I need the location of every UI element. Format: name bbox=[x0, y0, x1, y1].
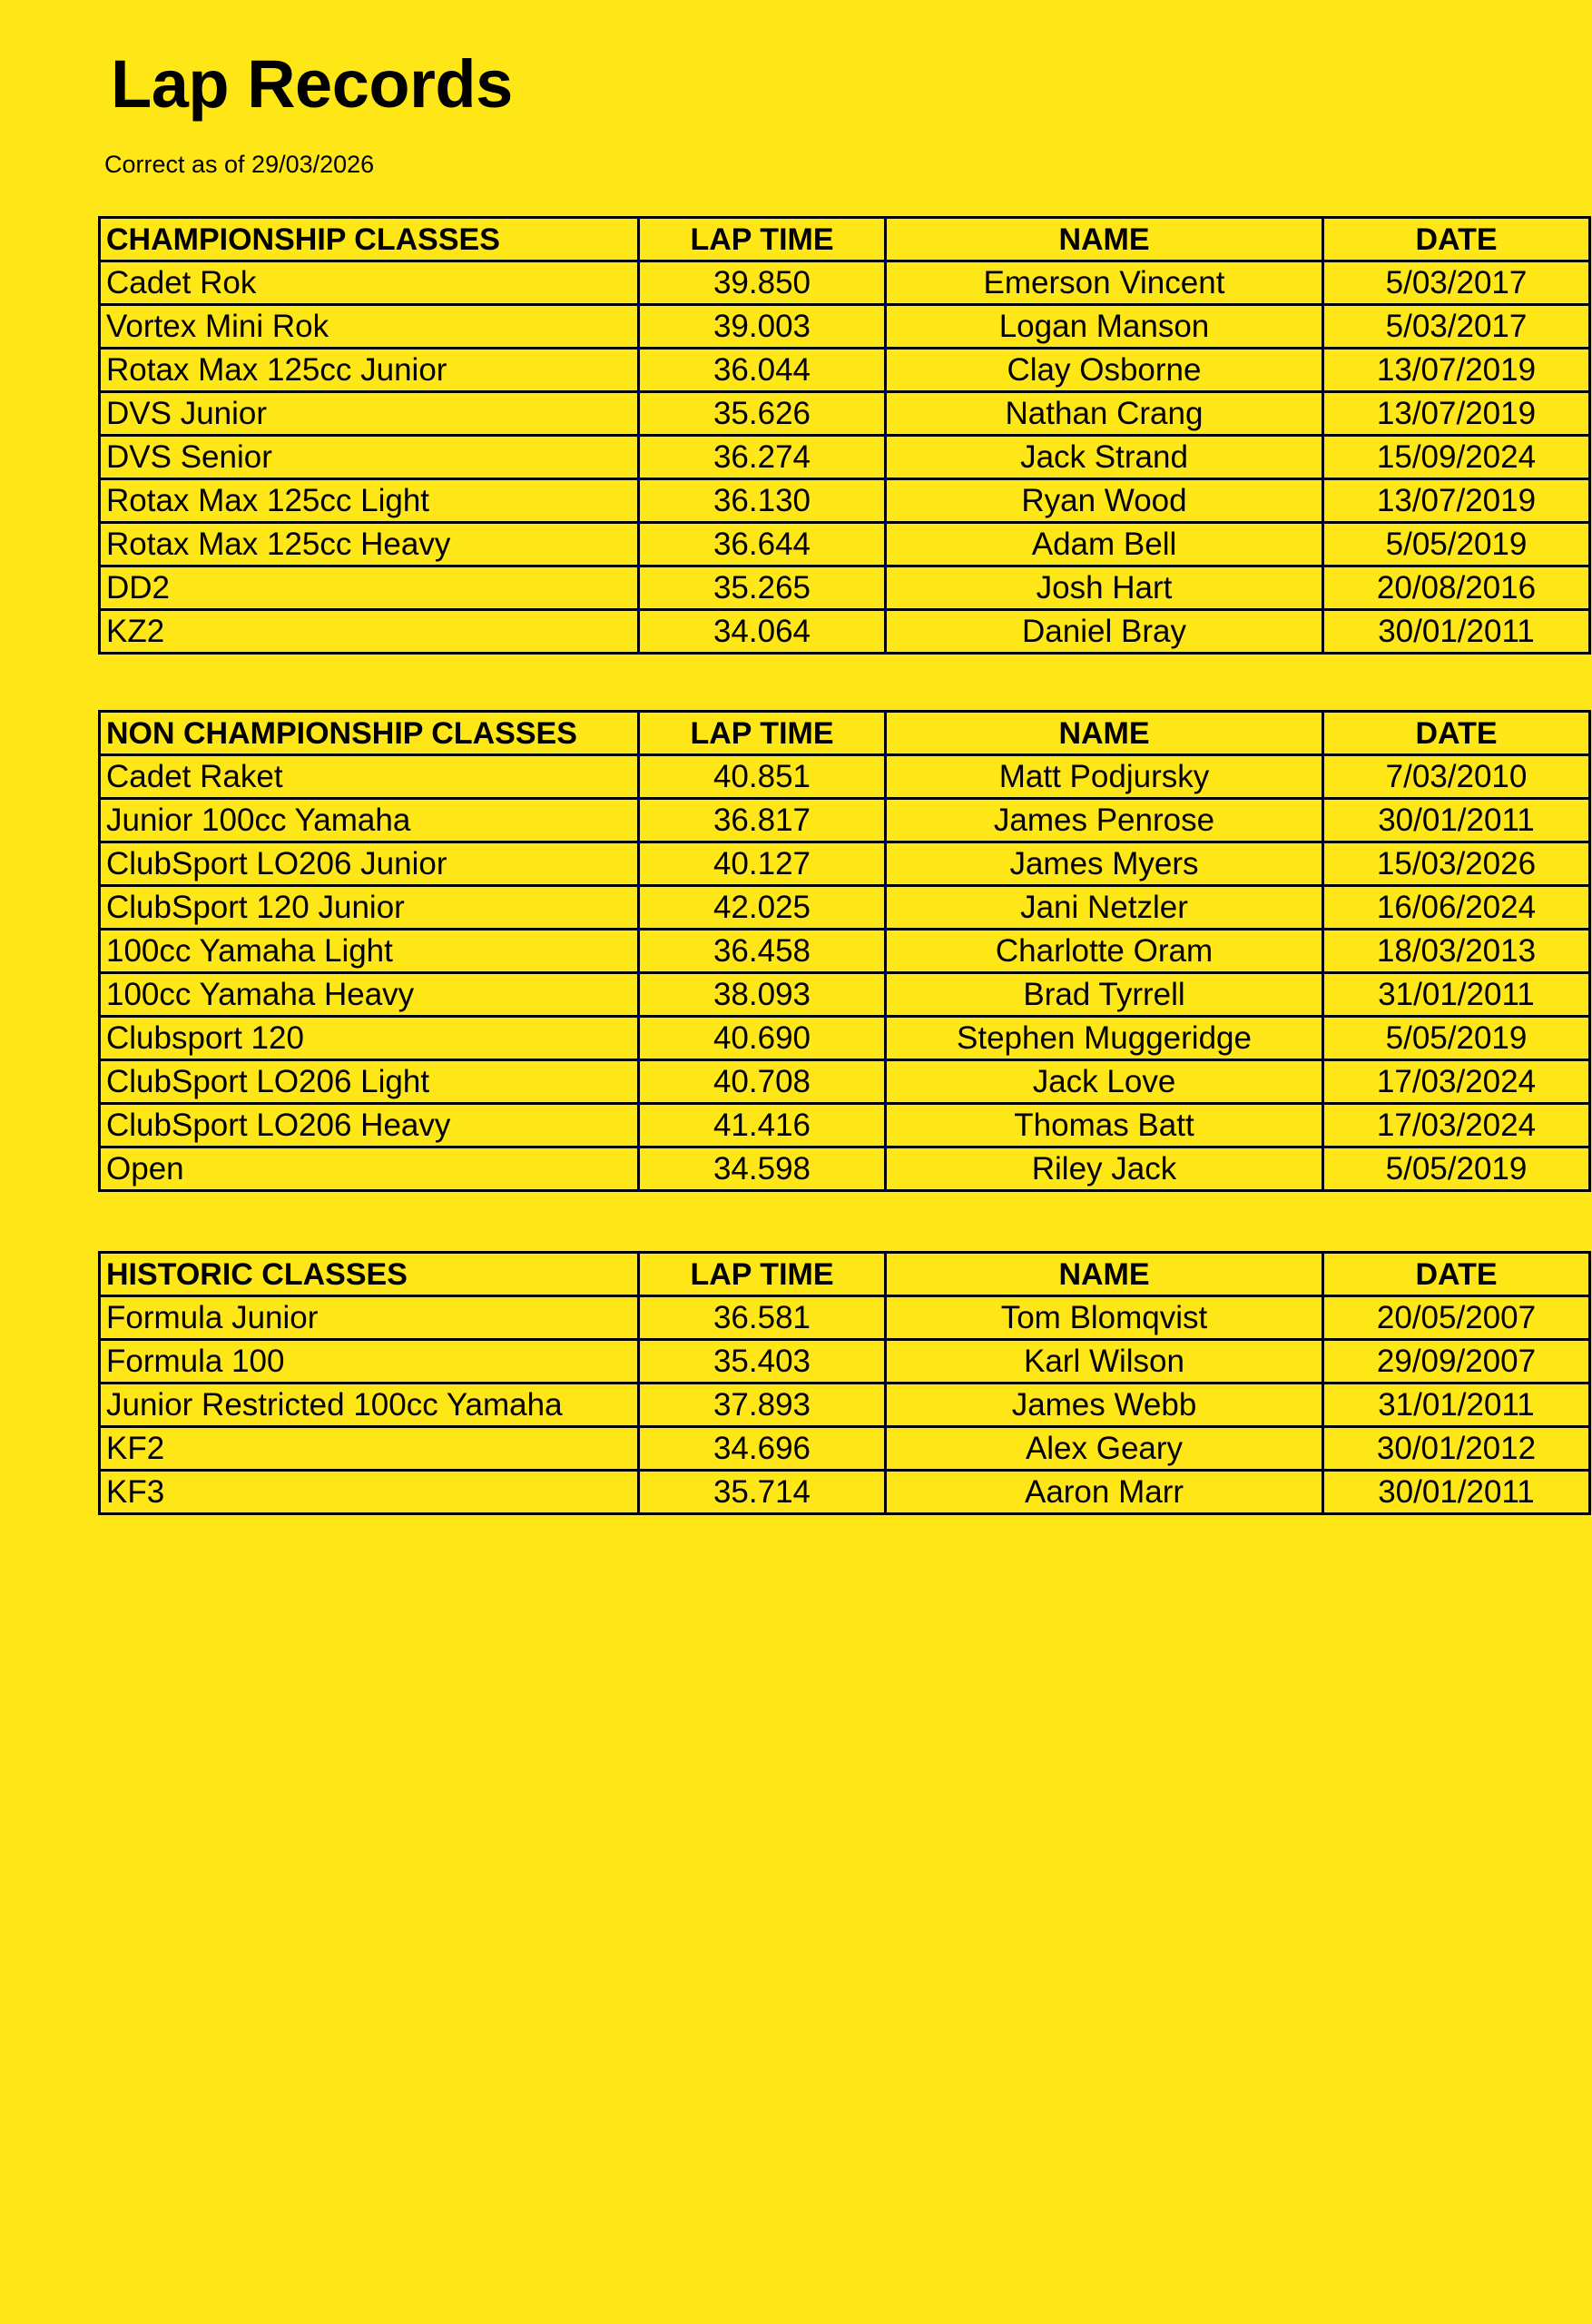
class-cell: 100cc Yamaha Light bbox=[100, 930, 639, 973]
name-header: NAME bbox=[886, 1253, 1323, 1296]
lap-time-cell: 35.403 bbox=[639, 1340, 886, 1384]
date-cell: 30/01/2011 bbox=[1323, 799, 1590, 842]
driver-name-cell: Brad Tyrrell bbox=[886, 973, 1323, 1017]
lap-time-cell: 35.265 bbox=[639, 566, 886, 610]
updated-date-note: Correct as of 29/03/2026 bbox=[104, 151, 375, 178]
class-cell: ClubSport LO206 Light bbox=[100, 1060, 639, 1104]
driver-name-cell: Alex Geary bbox=[886, 1427, 1323, 1471]
lap-time-cell: 40.127 bbox=[639, 842, 886, 886]
lap-time-cell: 40.708 bbox=[639, 1060, 886, 1104]
date-cell: 30/01/2011 bbox=[1323, 1471, 1590, 1514]
driver-name-cell: James Myers bbox=[886, 842, 1323, 886]
date-cell: 31/01/2011 bbox=[1323, 1384, 1590, 1427]
date-cell: 17/03/2024 bbox=[1323, 1104, 1590, 1147]
date-cell: 30/01/2011 bbox=[1323, 610, 1590, 654]
driver-name-cell: Ryan Wood bbox=[886, 479, 1323, 523]
class-cell: Open bbox=[100, 1147, 639, 1191]
driver-name-cell: Tom Blomqvist bbox=[886, 1296, 1323, 1340]
driver-name-cell: Clay Osborne bbox=[886, 349, 1323, 392]
driver-name-cell: Jack Strand bbox=[886, 436, 1323, 479]
driver-name-cell: James Webb bbox=[886, 1384, 1323, 1427]
class-cell: ClubSport 120 Junior bbox=[100, 886, 639, 930]
lap-time-cell: 36.274 bbox=[639, 436, 886, 479]
lap-time-cell: 39.850 bbox=[639, 261, 886, 305]
lap-time-cell: 40.851 bbox=[639, 755, 886, 799]
class-cell: Rotax Max 125cc Light bbox=[100, 479, 639, 523]
driver-name-cell: Aaron Marr bbox=[886, 1471, 1323, 1514]
driver-name-cell: Daniel Bray bbox=[886, 610, 1323, 654]
lap-time-header: LAP TIME bbox=[639, 1253, 886, 1296]
driver-name-cell: Thomas Batt bbox=[886, 1104, 1323, 1147]
lap-time-cell: 35.626 bbox=[639, 392, 886, 436]
date-cell: 30/01/2012 bbox=[1323, 1427, 1590, 1471]
name-header: NAME bbox=[886, 712, 1323, 755]
lap-time-cell: 36.817 bbox=[639, 799, 886, 842]
table-header-row bbox=[100, 218, 1590, 261]
date-cell: 5/03/2017 bbox=[1323, 305, 1590, 349]
driver-name-cell: James Penrose bbox=[886, 799, 1323, 842]
date-cell: 15/03/2026 bbox=[1323, 842, 1590, 886]
table-row bbox=[100, 755, 1590, 799]
class-cell: Vortex Mini Rok bbox=[100, 305, 639, 349]
lap-time-cell: 40.690 bbox=[639, 1017, 886, 1060]
table-row bbox=[100, 1427, 1590, 1471]
driver-name-cell: Matt Podjursky bbox=[886, 755, 1323, 799]
date-cell: 13/07/2019 bbox=[1323, 349, 1590, 392]
table-row bbox=[100, 479, 1590, 523]
lap-time-cell: 39.003 bbox=[639, 305, 886, 349]
lap-time-cell: 36.044 bbox=[639, 349, 886, 392]
driver-name-cell: Riley Jack bbox=[886, 1147, 1323, 1191]
table-row bbox=[100, 1296, 1590, 1340]
date-cell: 16/06/2024 bbox=[1323, 886, 1590, 930]
table-row bbox=[100, 799, 1590, 842]
class-cell: Formula Junior bbox=[100, 1296, 639, 1340]
driver-name-cell: Nathan Crang bbox=[886, 392, 1323, 436]
lap-time-cell: 37.893 bbox=[639, 1384, 886, 1427]
table-row bbox=[100, 261, 1590, 305]
table-row bbox=[100, 1340, 1590, 1384]
section-heading: HISTORIC CLASSES bbox=[100, 1253, 639, 1296]
class-cell: KF3 bbox=[100, 1471, 639, 1514]
class-cell: ClubSport LO206 Junior bbox=[100, 842, 639, 886]
date-cell: 7/03/2010 bbox=[1323, 755, 1590, 799]
class-cell: Cadet Rok bbox=[100, 261, 639, 305]
date-cell: 5/05/2019 bbox=[1323, 1017, 1590, 1060]
date-cell: 29/09/2007 bbox=[1323, 1340, 1590, 1384]
lap-time-cell: 34.064 bbox=[639, 610, 886, 654]
class-cell: Formula 100 bbox=[100, 1340, 639, 1384]
lap-time-cell: 36.458 bbox=[639, 930, 886, 973]
table-row bbox=[100, 973, 1590, 1017]
lap-time-cell: 38.093 bbox=[639, 973, 886, 1017]
date-header: DATE bbox=[1323, 218, 1590, 261]
class-cell: Cadet Raket bbox=[100, 755, 639, 799]
date-header: DATE bbox=[1323, 1253, 1590, 1296]
date-cell: 20/08/2016 bbox=[1323, 566, 1590, 610]
page-title: Lap Records bbox=[111, 46, 513, 122]
driver-name-cell: Karl Wilson bbox=[886, 1340, 1323, 1384]
driver-name-cell: Emerson Vincent bbox=[886, 261, 1323, 305]
class-cell: Junior Restricted 100cc Yamaha bbox=[100, 1384, 639, 1427]
table-row bbox=[100, 392, 1590, 436]
table-row bbox=[100, 349, 1590, 392]
lap-time-cell: 41.416 bbox=[639, 1104, 886, 1147]
date-header: DATE bbox=[1323, 712, 1590, 755]
date-cell: 20/05/2007 bbox=[1323, 1296, 1590, 1340]
lap-time-cell: 36.644 bbox=[639, 523, 886, 566]
date-cell: 17/03/2024 bbox=[1323, 1060, 1590, 1104]
table-header-row bbox=[100, 712, 1590, 755]
class-cell: DD2 bbox=[100, 566, 639, 610]
lap-time-cell: 36.581 bbox=[639, 1296, 886, 1340]
lap-time-header: LAP TIME bbox=[639, 712, 886, 755]
date-cell: 5/03/2017 bbox=[1323, 261, 1590, 305]
table-row bbox=[100, 436, 1590, 479]
date-cell: 31/01/2011 bbox=[1323, 973, 1590, 1017]
driver-name-cell: Stephen Muggeridge bbox=[886, 1017, 1323, 1060]
lap-time-cell: 35.714 bbox=[639, 1471, 886, 1514]
championship-classes-table bbox=[98, 216, 1591, 655]
table-row bbox=[100, 1017, 1590, 1060]
driver-name-cell: Charlotte Oram bbox=[886, 930, 1323, 973]
lap-time-cell: 34.598 bbox=[639, 1147, 886, 1191]
table-row bbox=[100, 305, 1590, 349]
table-row bbox=[100, 1104, 1590, 1147]
class-cell: DVS Junior bbox=[100, 392, 639, 436]
date-cell: 5/05/2019 bbox=[1323, 1147, 1590, 1191]
lap-time-cell: 36.130 bbox=[639, 479, 886, 523]
class-cell: Clubsport 120 bbox=[100, 1017, 639, 1060]
lap-time-header: LAP TIME bbox=[639, 218, 886, 261]
class-cell: 100cc Yamaha Heavy bbox=[100, 973, 639, 1017]
driver-name-cell: Logan Manson bbox=[886, 305, 1323, 349]
class-cell: DVS Senior bbox=[100, 436, 639, 479]
table-row bbox=[100, 886, 1590, 930]
driver-name-cell: Jani Netzler bbox=[886, 886, 1323, 930]
lap-time-cell: 34.696 bbox=[639, 1427, 886, 1471]
driver-name-cell: Adam Bell bbox=[886, 523, 1323, 566]
class-cell: Rotax Max 125cc Heavy bbox=[100, 523, 639, 566]
table-row bbox=[100, 523, 1590, 566]
class-cell: KZ2 bbox=[100, 610, 639, 654]
date-cell: 18/03/2013 bbox=[1323, 930, 1590, 973]
table-header-row bbox=[100, 1253, 1590, 1296]
driver-name-cell: Josh Hart bbox=[886, 566, 1323, 610]
table-row bbox=[100, 1384, 1590, 1427]
non-championship-classes-table bbox=[98, 710, 1591, 1192]
table-row bbox=[100, 566, 1590, 610]
table-row bbox=[100, 610, 1590, 654]
table-row bbox=[100, 1060, 1590, 1104]
driver-name-cell: Jack Love bbox=[886, 1060, 1323, 1104]
historic-classes-table bbox=[98, 1251, 1591, 1515]
table-row bbox=[100, 842, 1590, 886]
name-header: NAME bbox=[886, 218, 1323, 261]
date-cell: 5/05/2019 bbox=[1323, 523, 1590, 566]
class-cell: Junior 100cc Yamaha bbox=[100, 799, 639, 842]
section-heading: CHAMPIONSHIP CLASSES bbox=[100, 218, 639, 261]
table-row bbox=[100, 930, 1590, 973]
class-cell: ClubSport LO206 Heavy bbox=[100, 1104, 639, 1147]
table-row bbox=[100, 1147, 1590, 1191]
date-cell: 13/07/2019 bbox=[1323, 392, 1590, 436]
table-row bbox=[100, 1471, 1590, 1514]
class-cell: Rotax Max 125cc Junior bbox=[100, 349, 639, 392]
class-cell: KF2 bbox=[100, 1427, 639, 1471]
lap-time-cell: 42.025 bbox=[639, 886, 886, 930]
date-cell: 15/09/2024 bbox=[1323, 436, 1590, 479]
date-cell: 13/07/2019 bbox=[1323, 479, 1590, 523]
section-heading: NON CHAMPIONSHIP CLASSES bbox=[100, 712, 639, 755]
